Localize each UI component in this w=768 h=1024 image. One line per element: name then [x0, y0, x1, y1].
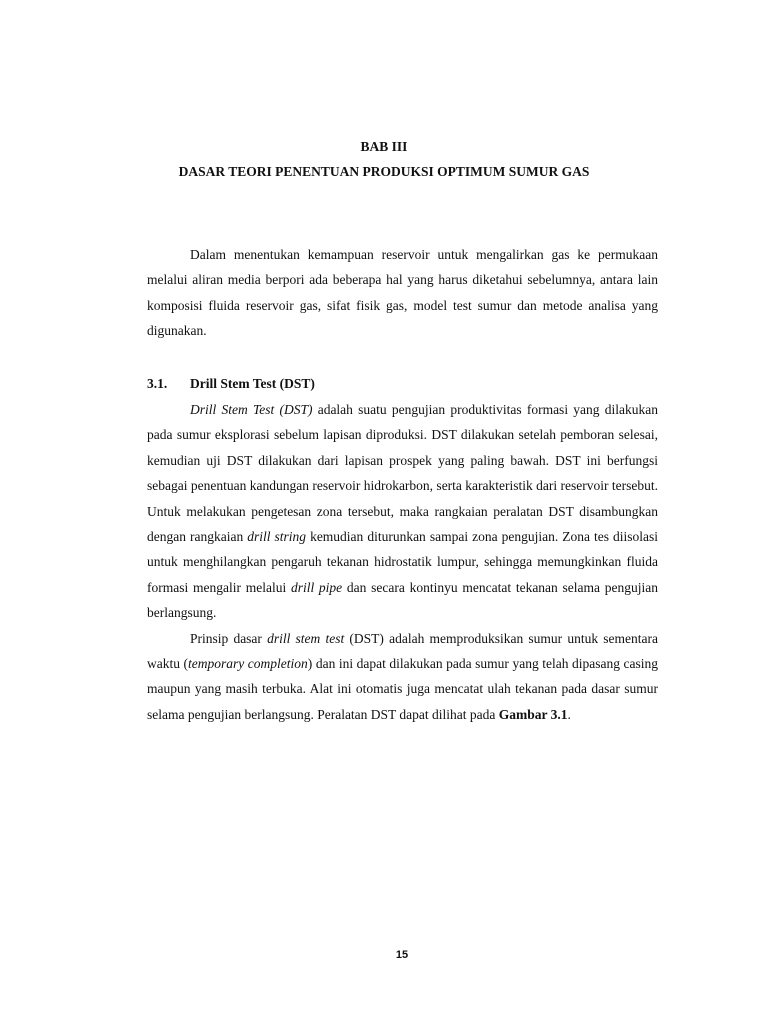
- figure-reference: Gambar 3.1: [498, 706, 568, 722]
- section-body: [147, 397, 658, 727]
- section-paragraph-2: [147, 626, 658, 728]
- paragraph-2-text-a: Prinsip dasar: [190, 630, 268, 646]
- term-drill-stem-test: Drill Stem Test (DST): [190, 402, 313, 417]
- chapter-number: BAB III: [360, 139, 408, 154]
- term-drill-stem-test-lower: drill stem test: [267, 630, 345, 646]
- page-number: 15: [395, 949, 409, 961]
- section-number: 3.1.: [147, 376, 168, 391]
- chapter-title: DASAR TEORI PENENTUAN PRODUKSI OPTIMUM SUMUR GAS: [178, 164, 590, 179]
- paragraph-2-text-c: ) dan ini dapat dilakukan pada sumur yang telah dipasang casing maupun yang masih terbuka. Alat ini otomatis juga mencatat ulah tekanan pada dasar sumur selama pengujian berlangsung. Peralatan DST dapat dilihat pada: [147, 656, 658, 722]
- term-temporary-completion: temporary completion: [188, 656, 308, 672]
- term-drill-string: drill string: [247, 529, 307, 545]
- intro-section: [147, 242, 658, 344]
- paragraph-1-text-c: dan secara kontinyu mencatat tekanan selama pengujian berlangsung.: [147, 579, 659, 621]
- paragraph-1-text-b: kemudian diturunkan sampai zona pengujian. Zona tes diisolasi untuk menghilangkan pengaruh tekanan hidrostatik lumpur, sehingga memungkinkan fluida formasi mengalir melalui: [147, 529, 659, 595]
- section-paragraph-1: [147, 397, 658, 626]
- paragraph-2-text-d: .: [567, 706, 571, 722]
- paragraph-1-text-a: adalah suatu pengujian produktivitas formasi yang dilakukan pada sumur eksplorasi sebelum lapisan diproduksi. DST dilakukan setelah pemboran selesai, kemudian uji DST dilakukan dari lapisan prospek yang paling bawah. DST ini berfungsi sebagai penentuan kandungan reservoir hidrokarbon, serta karakteristik dari reservoir tersebut. Untuk melakukan pengetesan zona tersebut, maka rangkaian peralatan DST disambungkan dengan rangkaian: [147, 402, 659, 545]
- term-drill-pipe: drill pipe: [290, 579, 343, 595]
- paragraph-2-text-b: (DST) adalah memproduksikan sumur untuk sementara waktu (: [147, 630, 658, 672]
- section-title: Drill Stem Test (DST): [190, 376, 315, 391]
- intro-paragraph: Dalam menentukan kemampuan reservoir untuk mengalirkan gas ke permukaan melalui aliran media berpori ada beberapa hal yang harus diketahui sebelumnya, antara lain komposisi fluida reservoir gas, sifat fisik gas, model test sumur dan metode analisa yang digunakan.: [147, 247, 658, 339]
